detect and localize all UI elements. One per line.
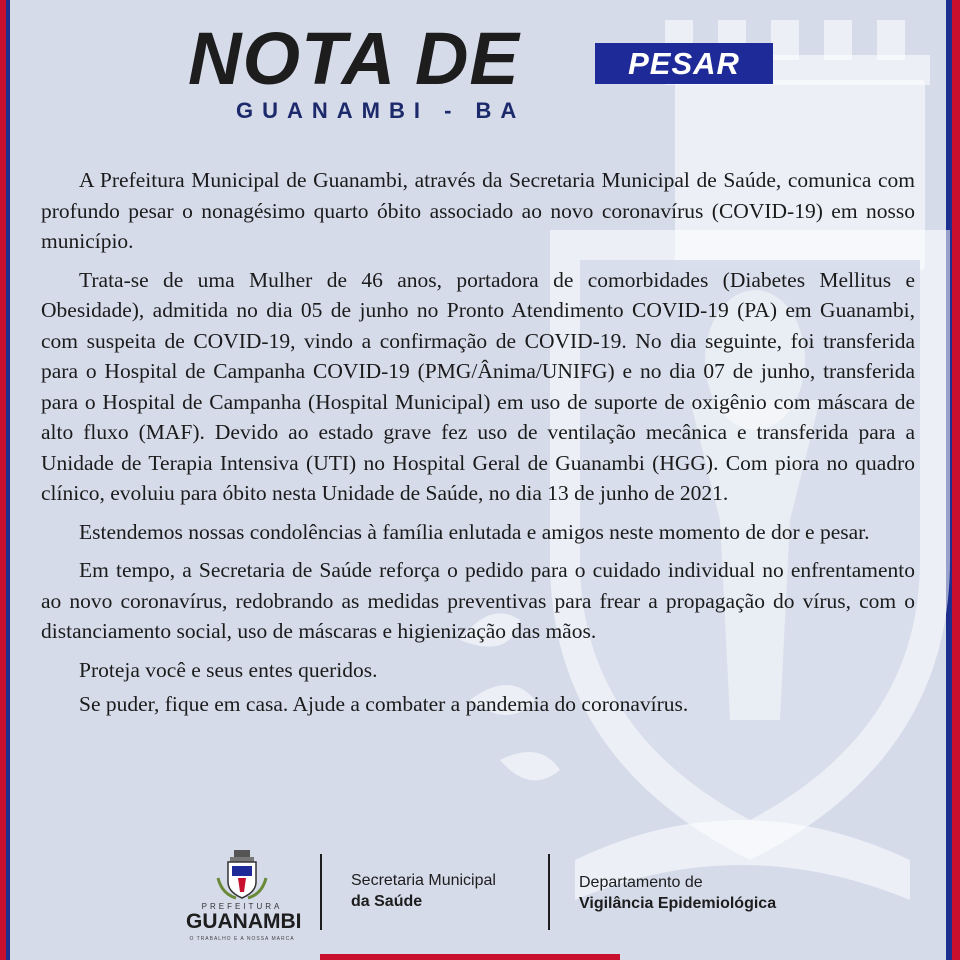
logo-slogan: O TRABALHO E A NOSSA MARCA bbox=[189, 936, 295, 942]
paragraph-condolences: Estendemos nossas condolências à família enlutada e amigos neste momento de dor e pesar. bbox=[79, 519, 870, 544]
footer-divider-1 bbox=[320, 854, 322, 930]
paragraph-case-details: Trata-se de uma Mulher de 46 anos, portadora de comorbidades (Diabetes Mellitus e Obesidade), admitida no dia 05 de junho no Pronto Atendimento COVID-19 (PA) em Guanambi, com suspeita de COVID-19, vindo a confirmação de COVID-19. No dia seguinte, foi transferida para o Hospital de Campanha COVID-19 (PMG/Ânima/UNIFG) e no dia 07 de junho, transferida para o Hospital de Campanha (Hospital Municipal) em uso de suporte de oxigênio com máscara de alto fluxo (MAF). Devido ao estado grave fez uso de ventilação mecânica e transferida para a Unidade de Terapia Intensiva (UTI) no Hospital Geral de Guanambi (HGG). Com piora no quadro clínico, evoluiu para óbito nesta Unidade de Saúde, no dia 13 de junho de 2021. bbox=[41, 267, 915, 505]
dept-epidemiology-line2: Vigilância Epidemiológica bbox=[579, 895, 777, 912]
logo-name: GUANAMBI bbox=[186, 910, 302, 933]
dept-epidemiology bbox=[579, 872, 776, 914]
left-border bbox=[0, 0, 10, 960]
page-title: NOTA DE bbox=[188, 17, 520, 100]
notice-body bbox=[41, 165, 915, 724]
footer bbox=[0, 840, 960, 950]
bottom-accent-bar bbox=[320, 954, 620, 960]
prefeitura-logo bbox=[186, 848, 302, 950]
paragraph-prevention: Em tempo, a Secretaria de Saúde reforça o pedido para o cuidado individual no enfrentamento ao novo coronavírus, redobrando as medidas preventivas para frear a propagação do vírus, com o distanciamento social, uso de máscaras e higienização das mãos. bbox=[41, 558, 915, 643]
dept-epidemiology-line1: Departamento de bbox=[579, 874, 703, 891]
dept-health bbox=[351, 870, 496, 912]
footer-divider-2 bbox=[548, 854, 550, 930]
coat-of-arms-icon bbox=[212, 848, 272, 902]
logo-top-text: PREFEITURA bbox=[201, 902, 283, 911]
city-subtitle: GUANAMBI - BA bbox=[236, 98, 526, 123]
dept-health-line1: Secretaria Municipal bbox=[351, 872, 496, 889]
paragraph-protect: Proteja você e seus entes queridos. bbox=[79, 657, 378, 682]
title-badge: PESAR bbox=[595, 43, 773, 84]
paragraph-intro: A Prefeitura Municipal de Guanambi, através da Secretaria Municipal de Saúde, comunica com profundo pesar o nonagésimo quarto óbito associado ao novo coronavírus (COVID-19) em nosso município. bbox=[41, 168, 915, 253]
header bbox=[0, 0, 960, 140]
paragraph-stay-home: Se puder, fique em casa. Ajude a combater a pandemia do coronavírus. bbox=[79, 692, 689, 716]
dept-health-line2: da Saúde bbox=[351, 893, 423, 910]
